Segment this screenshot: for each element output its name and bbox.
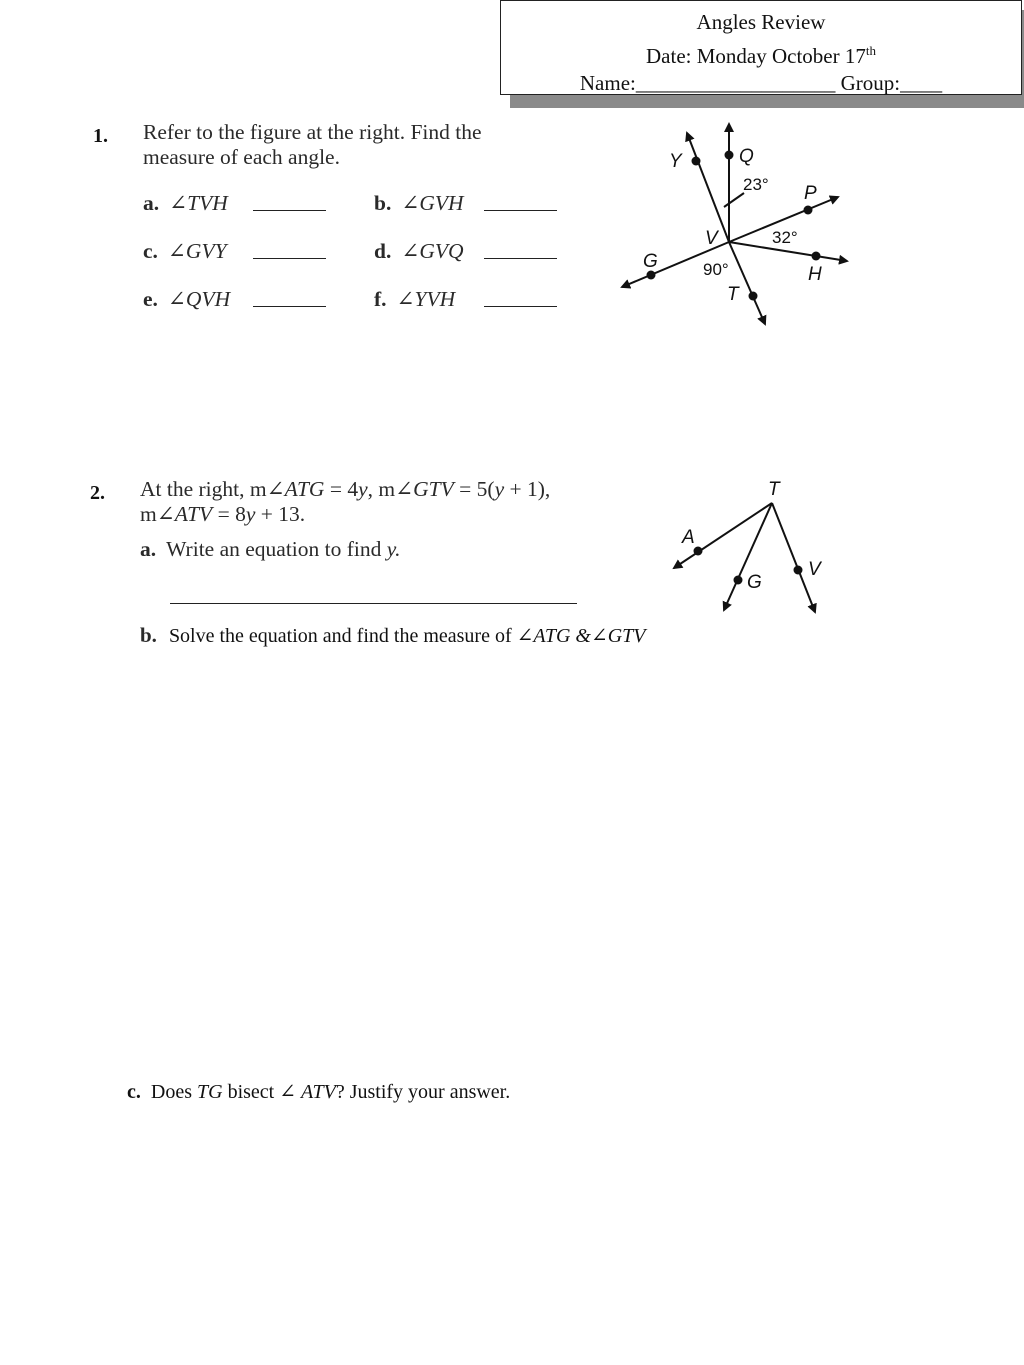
ray-vy [687,133,729,242]
point-a [694,547,703,556]
point-y [692,157,701,166]
ray-vt [729,242,765,324]
question-1-prompt: Refer to the figure at the right. Find the measure of each angle. [143,120,482,169]
angle-23-pointer [724,193,744,207]
name-group-line: Name:___________________ Group:____ [579,71,943,95]
worksheet-date: Date: Monday October 17th [646,42,876,68]
q1-item-b: b. ∠GVH [374,191,464,215]
label-q: Q [739,146,754,167]
q1-answer-blank-c[interactable] [253,258,326,259]
q1-item-a: a. ∠TVH [143,191,228,215]
header-box [500,0,1022,95]
q1-item-f: f. ∠YVH [374,287,456,311]
label-y: Y [669,151,682,172]
point-v2 [794,566,803,575]
angle-23-label: 23° [743,175,769,194]
point-t [749,292,758,301]
q1-answer-blank-a[interactable] [253,210,326,211]
angle-90-label: 90° [703,260,729,279]
q1-answer-blank-e[interactable] [253,306,326,307]
worksheet-title: Angles Review [696,10,826,34]
q2-part-a: a. Write an equation to find y. [140,537,401,561]
label-g: G [643,251,658,272]
label-t: T [727,284,739,305]
question-2-prompt: At the right, m∠ATG = 4y, m∠GTV = 5(y + 1), m∠ATV = 8y + 13. [140,477,551,526]
q1-answer-blank-b[interactable] [484,210,557,211]
angle-32-label: 32° [772,228,798,247]
label-t2: T [768,479,780,500]
question-2-number: 2. [90,482,105,504]
q1-item-e: e. ∠QVH [143,287,231,311]
label-h: H [808,264,822,285]
point-p [804,206,813,215]
label-v2: V [808,559,821,580]
q2-part-b: b. Solve the equation and find the measure of ∠ATG &∠GTV [140,623,646,647]
ray-tv [772,503,815,612]
point-h [812,252,821,261]
q1-answer-blank-f[interactable] [484,306,557,307]
label-g2: G [747,572,762,593]
q2-equation-blank[interactable] [170,603,577,604]
q1-item-c: c. ∠GVY [143,239,227,263]
q2-part-c: c. Does TG bisect ∠ ATV? Justify your answer. [127,1081,511,1103]
point-q [725,151,734,160]
question-1-number: 1. [93,125,108,147]
q2-angle-figure [660,470,840,620]
q1-angle-figure [600,110,870,340]
label-a: A [682,527,695,548]
q1-answer-blank-d[interactable] [484,258,557,259]
label-v: V [705,228,718,249]
point-g2 [734,576,743,585]
label-p: P [804,183,817,204]
q1-item-d: d. ∠GVQ [374,239,464,263]
